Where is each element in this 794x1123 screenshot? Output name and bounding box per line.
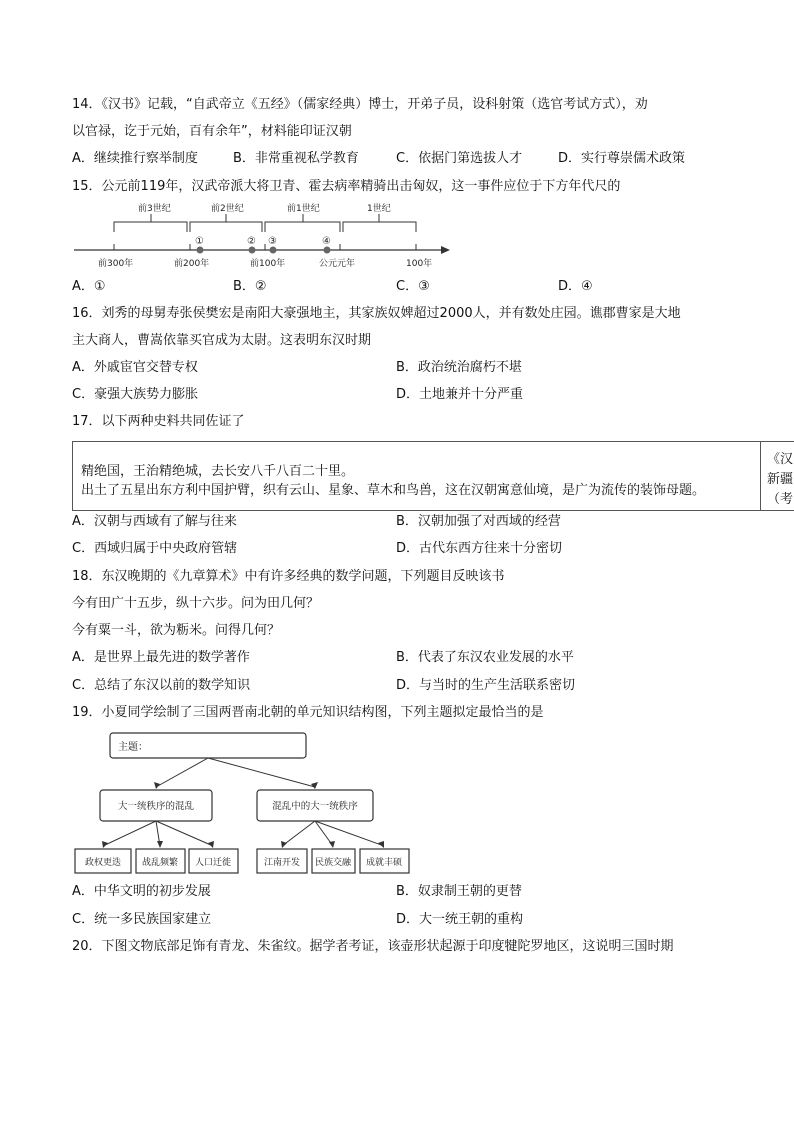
diagram-right-branch: 混乱中的大一统秩序 (272, 801, 358, 812)
q16-option-d[interactable]: D．土地兼并十分严重 (396, 387, 524, 402)
q15-option-b[interactable]: B．② (233, 279, 267, 294)
table-divider (760, 442, 761, 510)
structure-diagram (72, 730, 412, 878)
q18-stem-line2: 今有田广十五步，纵十六步。问为田几何？ (72, 596, 320, 611)
source-text-1: 精绝国，王治精绝城，去长安八千八百二十里。 (81, 464, 355, 479)
q17-option-c[interactable]: C．西域归属于中央政府管辖 (72, 541, 238, 556)
diagram-left-branch: 大一统秩序的混乱 (117, 801, 195, 812)
marker-4: ④ (322, 236, 331, 247)
q15-option-a[interactable]: A．① (72, 279, 106, 294)
q19-stem-line1: 19．小夏同学绘制了三国两晋南北朝的单元知识结构图，下列主题拟定最恰当的是 (72, 705, 544, 720)
q19-option-d[interactable]: D．大一统王朝的重构 (396, 912, 524, 927)
q20-stem-line1: 20．下图文物底部足饰有青龙、朱雀纹。据学者考证，该壶形状起源于印度犍陀罗地区，这说明三国时期 (72, 939, 674, 954)
q18-stem-line1: 18．东汉晚期的《九章算术》中有许多经典的数学问题，下列题目反映该书 (72, 569, 505, 584)
century-label-3: 前1世纪 (287, 204, 320, 214)
source-table (72, 441, 794, 511)
q15-option-c[interactable]: C．③ (396, 279, 430, 294)
q18-option-a[interactable]: A．是世界上最先进的数学著作 (72, 650, 250, 665)
century-label-4: 1世纪 (367, 204, 391, 214)
year-label-5: 100年 (406, 259, 433, 269)
q17-option-b[interactable]: B．汉朝加强了对西域的经营 (396, 514, 561, 529)
diagram-leaf-5: 民族交融 (314, 858, 352, 868)
q19-option-c[interactable]: C．统一多民族国家建立 (72, 912, 212, 927)
q14-option-c[interactable]: C．依据门第选拔人才 (396, 151, 523, 166)
q17-stem-line1: 17．以下两种史料共同佐证了 (72, 414, 245, 429)
q14-stem-line1: 14．《汉书》记载，“自武帝立《五经》（儒家经典）博士，开弟子员，设科射策（选官考试方式），劝 (72, 97, 648, 112)
marker-2: ② (247, 236, 256, 247)
year-label-2: 前200年 (174, 259, 210, 269)
q14-option-b[interactable]: B．非常重视私学教育 (233, 151, 359, 166)
diagram-leaf-2: 战乱频繁 (141, 858, 179, 868)
q14-option-d[interactable]: D．实行尊崇儒术政策 (558, 151, 686, 166)
diagram-theme-label: 主题： (118, 742, 148, 753)
q19-option-a[interactable]: A．中华文明的初步发展 (72, 884, 211, 899)
source-citation-1: 《汉 (767, 452, 794, 467)
timeline-figure (72, 200, 456, 272)
q18-option-d[interactable]: D．与当时的生产生活联系密切 (396, 678, 576, 693)
q16-option-c[interactable]: C．豪强大族势力膨胀 (72, 387, 199, 402)
q16-stem-line1: 16．刘秀的母舅寿张侯樊宏是南阳大豪强地主，其家族奴婢超过2000人，并有数处庄园。谯郡曹家是大地 (72, 306, 681, 321)
year-label-3: 前100年 (250, 259, 286, 269)
q16-stem-line2: 主大商人，曹嵩依靠买官成为太尉。这表明东汉时期 (72, 333, 372, 348)
diagram-leaf-4: 江南开发 (263, 858, 301, 868)
q17-option-a[interactable]: A．汉朝与西域有了解与往来 (72, 514, 237, 529)
year-label-1: 前300年 (98, 259, 134, 269)
q18-stem-line3: 今有粟一斗，欲为粝米。问得几何？ (72, 623, 281, 638)
year-label-4: 公元元年 (319, 259, 356, 269)
century-label-1: 前3世纪 (138, 204, 171, 214)
diagram-leaf-3: 人口迁徙 (194, 858, 232, 868)
source-text-2: 出土了五星出东方利中国护臂，织有云山、星象、草木和鸟兽，这在汉朝寓意仙境，是广为流传的装饰母题。 (81, 483, 706, 498)
diagram-leaf-6: 成就丰硕 (365, 858, 403, 868)
marker-3: ③ (268, 236, 277, 247)
q15-option-d[interactable]: D．④ (558, 279, 593, 294)
q16-option-b[interactable]: B．政治统治腐朽不堪 (396, 360, 522, 375)
century-label-2: 前2世纪 (211, 204, 244, 214)
marker-1: ① (195, 236, 204, 247)
q18-option-c[interactable]: C．总结了东汉以前的数学知识 (72, 678, 251, 693)
q14-option-a[interactable]: A．继续推行察举制度 (72, 151, 198, 166)
diagram-leaf-1: 政权更迭 (84, 858, 122, 868)
q19-option-b[interactable]: B．奴隶制王朝的更替 (396, 884, 522, 899)
q17-option-d[interactable]: D．古代东西方往来十分密切 (396, 541, 563, 556)
source-citation-3: （考 (767, 492, 794, 507)
q18-option-b[interactable]: B．代表了东汉农业发展的水平 (396, 650, 574, 665)
q16-option-a[interactable]: A．外戚宦官交替专权 (72, 360, 198, 375)
q14-stem-line2: 以官禄，讫于元始，百有余年”，材料能印证汉朝 (72, 124, 352, 139)
q15-stem-line1: 15．公元前119年，汉武帝派大将卫青、霍去病率精骑出击匈奴，这一事件应位于下方年代尺的 (72, 179, 621, 194)
source-citation-2: 新疆 (767, 472, 794, 487)
